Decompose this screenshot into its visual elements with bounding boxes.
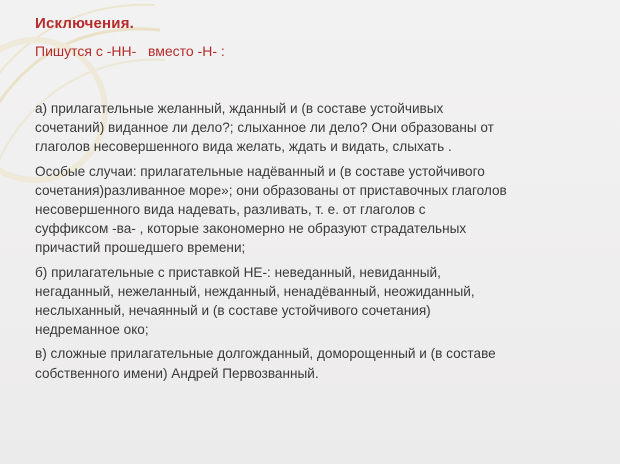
slide-body <box>35 99 595 383</box>
paragraph-c: в) сложные прилагательные долгожданный, доморощенный и (в составе собственного имени) Андрей Первозванный. <box>35 346 496 381</box>
paragraph-b: б) прилагательные с приставкой НЕ-: неведанный, невиданный, негаданный, нежеланный, нежданный, ненадёванный, неожиданный, неслыханный, нечаянный и (в составе устойчивого сочетания) недреманное око; <box>35 264 475 338</box>
slide-title: Исключения. <box>35 15 135 32</box>
paragraph-a: а) прилагательные желанный, жданный и (в составе устойчивых сочетаний) виданное ли дело?; слыханное ли дело? Они образованы от глаголов несовершенного вида желать, ждать и видать, слыхать . <box>35 101 494 155</box>
slide-subtitle: Пишутся с -НН- вместо -Н- : <box>35 43 225 59</box>
paragraph-special-cases: Особые случаи: прилагательные надёванный и (в составе устойчивого сочетания)разливанное море»; они образованы от приставочных глаголов несовершенного вида надевать, разливать, т. е. от глаголов с суффиксом -ва- , которые закономерно не образуют страдательных причастий прошедшего времени; <box>35 163 507 256</box>
